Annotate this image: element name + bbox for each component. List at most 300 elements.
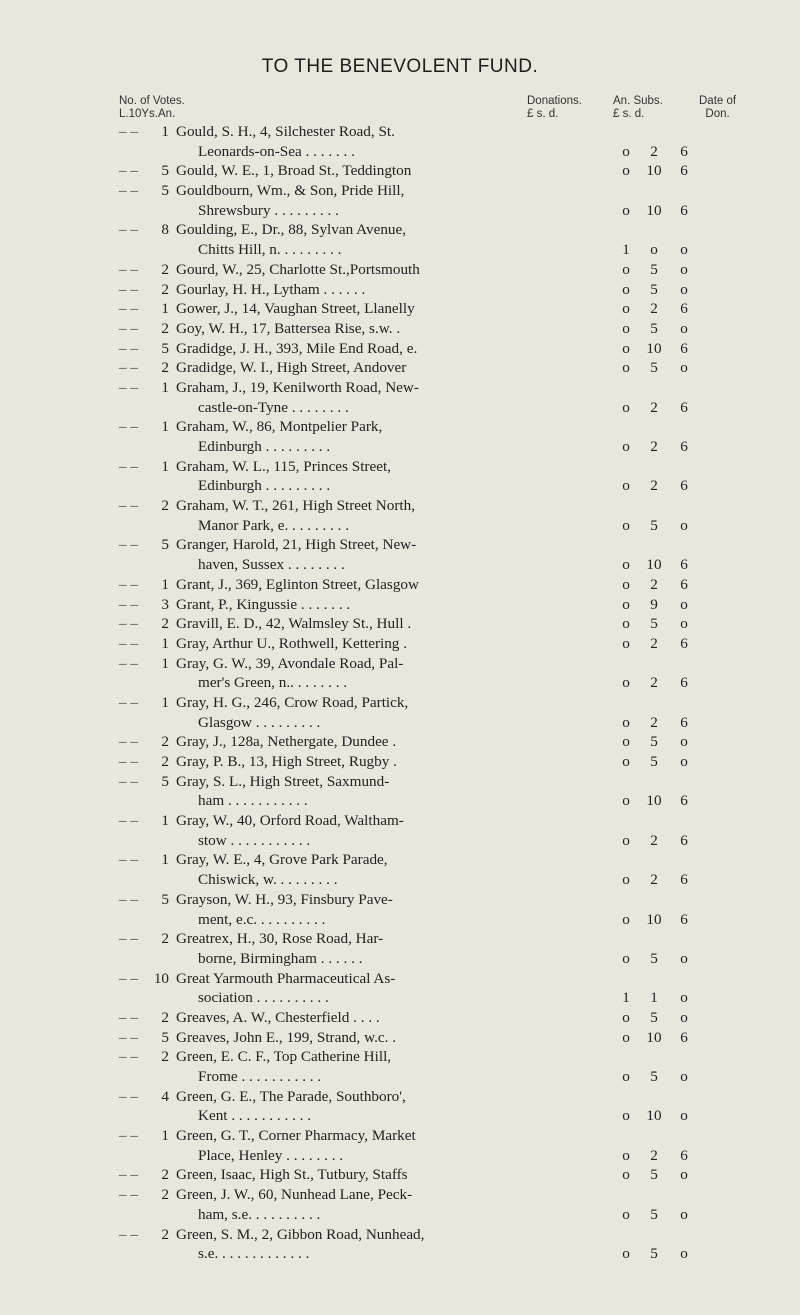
subscriber-name: Green, Isaac, High St., Tutbury, Staffs — [176, 1166, 408, 1184]
votes-count: 2 — [161, 1225, 169, 1243]
entry-line — [0, 437, 800, 457]
ditto-dashes: – – — [119, 890, 138, 908]
ditto-dashes: – – — [119, 260, 138, 278]
shillings-value: 2 — [650, 438, 658, 455]
votes-count: 10 — [153, 969, 169, 987]
list-item — [0, 1225, 800, 1264]
pence-value: 6 — [680, 339, 688, 357]
entry-line — [0, 831, 800, 851]
pounds-value: o — [622, 1146, 630, 1164]
pence-value: o — [680, 989, 688, 1007]
ditto-dashes: – – — [119, 1087, 138, 1105]
pounds-value: o — [622, 359, 630, 377]
entry-line — [0, 181, 800, 201]
pence-value: 6 — [680, 910, 688, 928]
pence-value: 6 — [680, 398, 688, 416]
entry-line — [0, 358, 800, 378]
pounds-value: o — [622, 910, 630, 928]
entry-line — [0, 988, 800, 1008]
list-item — [0, 280, 800, 300]
subscriber-name: Green, S. M., 2, Gibbon Road, Nunhead, — [176, 1225, 425, 1243]
ditto-dashes: – – — [119, 1127, 138, 1145]
list-item — [0, 299, 800, 319]
ditto-dashes: – – — [119, 182, 138, 200]
date-header-line1: Date of — [699, 95, 737, 107]
shillings-value: 5 — [650, 1245, 658, 1263]
pounds-value: o — [622, 1028, 630, 1046]
votes-count: 1 — [161, 418, 169, 436]
date-column-header — [699, 95, 736, 121]
shillings-value: 2 — [650, 831, 658, 849]
entry-line — [0, 220, 800, 240]
subscriber-address-continued: castle-on-Tyne . . . . . . . . — [198, 398, 349, 416]
votes-count: 2 — [161, 615, 169, 633]
votes-count: 8 — [161, 221, 169, 239]
ditto-dashes: – – — [119, 654, 138, 672]
pence-value: o — [680, 359, 688, 377]
subscriber-name: Greaves, A. W., Chesterfield . . . . — [176, 1008, 380, 1026]
pence-value: o — [680, 280, 688, 298]
subs-header-line2: £ s. d. — [613, 108, 645, 120]
ditto-dashes: – – — [119, 497, 138, 515]
pence-value: 6 — [680, 831, 688, 849]
ditto-dashes: – – — [119, 1048, 138, 1066]
list-item — [0, 1008, 800, 1028]
pence-value: o — [680, 516, 688, 534]
list-item — [0, 693, 800, 732]
votes-header-line1: No. of Votes. — [119, 95, 185, 107]
entry-line — [0, 713, 800, 733]
shillings-value: 10 — [646, 910, 662, 928]
subscriber-name: Green, E. C. F., Top Catherine Hill, — [176, 1048, 392, 1066]
pounds-value: o — [622, 753, 630, 770]
shillings-value: 2 — [650, 713, 658, 731]
ditto-dashes: – – — [119, 595, 138, 613]
list-item — [0, 161, 800, 181]
entry-line — [0, 969, 800, 989]
pence-value: 6 — [680, 634, 688, 652]
entry-line — [0, 1185, 800, 1205]
subscriber-name: Greatrex, H., 30, Rose Road, Har- — [176, 930, 384, 948]
subscriber-name: Gourlay, H. H., Lytham . . . . . . — [176, 280, 366, 298]
ditto-dashes: – – — [119, 772, 138, 790]
list-item — [0, 1126, 800, 1165]
entry-line — [0, 161, 800, 181]
shillings-value: 2 — [650, 142, 658, 160]
votes-count: 1 — [161, 851, 169, 869]
subscriber-name: Greaves, John E., 199, Strand, w.c. . — [176, 1028, 397, 1046]
ditto-dashes: – – — [119, 280, 138, 298]
list-item — [0, 339, 800, 359]
shillings-value: 5 — [650, 615, 658, 633]
pence-value: o — [680, 615, 688, 633]
entry-line — [0, 535, 800, 555]
pounds-value: o — [622, 477, 630, 495]
list-item — [0, 417, 800, 456]
shillings-value: 5 — [650, 1166, 658, 1184]
shillings-value: 5 — [650, 359, 658, 377]
pounds-value: o — [622, 1068, 630, 1085]
votes-count: 2 — [161, 497, 169, 515]
pounds-value: o — [622, 162, 630, 180]
entry-line — [0, 417, 800, 437]
pounds-value: o — [622, 615, 630, 633]
subscriber-address-continued: ment, e.c. . . . . . . . . . — [198, 910, 326, 928]
votes-count: 2 — [161, 280, 169, 298]
donations-header-line2: £ s. d. — [527, 108, 559, 120]
ditto-dashes: – – — [119, 162, 138, 180]
subscriber-name: Green, G. E., The Parade, Southboro', — [176, 1087, 406, 1105]
votes-count: 1 — [161, 654, 169, 672]
entry-line — [0, 1008, 800, 1028]
pence-value: o — [680, 1245, 688, 1263]
list-item — [0, 929, 800, 968]
votes-count: 1 — [161, 1127, 169, 1145]
entry-line — [0, 811, 800, 831]
shillings-value: 5 — [650, 753, 658, 770]
list-item — [0, 1165, 800, 1185]
list-item — [0, 850, 800, 889]
entry-line — [0, 1126, 800, 1146]
subscriber-name: Graham, J., 19, Kenilworth Road, New- — [176, 378, 419, 396]
votes-count: 5 — [161, 890, 169, 908]
shillings-value: 5 — [650, 516, 658, 534]
list-item — [0, 181, 800, 220]
shillings-value: o — [650, 241, 658, 259]
list-item — [0, 496, 800, 535]
subscriber-name: Granger, Harold, 21, High Street, New- — [176, 536, 417, 554]
shillings-value: 2 — [650, 398, 658, 416]
pence-value: o — [680, 1107, 688, 1125]
shillings-value: 5 — [650, 1008, 658, 1026]
list-item — [0, 575, 800, 595]
ditto-dashes: – – — [119, 123, 138, 140]
shillings-value: 10 — [646, 162, 662, 180]
entry-line — [0, 280, 800, 300]
shillings-value: 2 — [650, 871, 658, 889]
pounds-value: o — [622, 1205, 630, 1223]
list-item — [0, 654, 800, 693]
pence-value: 6 — [680, 674, 688, 692]
entry-line — [0, 1146, 800, 1166]
pence-value: 6 — [680, 556, 688, 574]
shillings-value: 5 — [650, 733, 658, 751]
votes-count: 5 — [161, 162, 169, 180]
entry-line — [0, 595, 800, 615]
list-item — [0, 969, 800, 1008]
list-item — [0, 457, 800, 496]
pence-value: o — [680, 949, 688, 967]
list-item — [0, 260, 800, 280]
entry-line — [0, 850, 800, 870]
pounds-value: o — [622, 339, 630, 357]
subscriber-list — [0, 122, 800, 1264]
pounds-value: o — [622, 792, 630, 810]
subscriber-name: Gradidge, J. H., 393, Mile End Road, e. — [176, 339, 418, 357]
shillings-value: 10 — [646, 1028, 662, 1046]
subscriber-name: Gray, G. W., 39, Avondale Road, Pal- — [176, 654, 404, 672]
subscriber-name: Graham, W. T., 261, High Street North, — [176, 497, 416, 515]
ditto-dashes: – – — [119, 693, 138, 711]
subscriber-name: Gravill, E. D., 42, Walmsley St., Hull . — [176, 615, 412, 633]
entry-line — [0, 398, 800, 418]
list-item — [0, 1047, 800, 1086]
votes-count: 5 — [161, 1028, 169, 1046]
entry-line — [0, 496, 800, 516]
subscriber-name: Gray, Arthur U., Rothwell, Kettering . — [176, 634, 407, 652]
subscriber-name: Goulding, E., Dr., 88, Sylvan Avenue, — [176, 221, 407, 239]
shillings-value: 10 — [646, 201, 662, 219]
subscriptions-column-header — [613, 95, 663, 121]
pounds-value: o — [622, 1107, 630, 1125]
pounds-value: o — [622, 260, 630, 278]
pounds-value: o — [622, 142, 630, 160]
entry-line — [0, 516, 800, 536]
entry-line — [0, 240, 800, 260]
subscriber-address-continued: mer's Green, n.. . . . . . . . — [198, 674, 348, 692]
entry-line — [0, 142, 800, 162]
votes-count: 2 — [161, 1186, 169, 1204]
pounds-value: o — [622, 713, 630, 731]
list-item — [0, 811, 800, 850]
subscriber-address-continued: ham, s.e. . . . . . . . . . — [198, 1205, 321, 1223]
votes-count: 2 — [161, 1048, 169, 1066]
entry-line — [0, 1106, 800, 1126]
ditto-dashes: – – — [119, 733, 138, 751]
entry-line — [0, 929, 800, 949]
votes-count: 2 — [161, 260, 169, 278]
list-item — [0, 220, 800, 259]
pounds-value: o — [622, 1166, 630, 1184]
pounds-value: o — [622, 595, 630, 613]
pounds-value: o — [622, 438, 630, 455]
ditto-dashes: – – — [119, 221, 138, 239]
ditto-dashes: – – — [119, 575, 138, 593]
ditto-dashes: – – — [119, 1225, 138, 1243]
ditto-dashes: – – — [119, 753, 138, 770]
votes-count: 1 — [161, 812, 169, 830]
subscriber-address-continued: stow . . . . . . . . . . . — [198, 831, 311, 849]
entry-line — [0, 752, 800, 772]
subscriber-address-continued: Edinburgh . . . . . . . . . — [198, 477, 331, 495]
ditto-dashes: – – — [119, 615, 138, 633]
subscriber-address-continued: Shrewsbury . . . . . . . . . — [198, 201, 339, 219]
ditto-dashes: – – — [119, 339, 138, 357]
entry-line — [0, 1047, 800, 1067]
votes-count: 2 — [161, 359, 169, 377]
list-item — [0, 634, 800, 654]
pounds-value: 1 — [622, 241, 630, 259]
shillings-value: 5 — [650, 1068, 658, 1085]
subscriber-name: Goy, W. H., 17, Battersea Rise, s.w. . — [176, 319, 401, 337]
entry-line — [0, 457, 800, 477]
pounds-value: o — [622, 1245, 630, 1263]
pounds-value: o — [622, 280, 630, 298]
votes-count: 1 — [161, 457, 169, 475]
list-item — [0, 1185, 800, 1224]
ditto-dashes: – – — [119, 536, 138, 554]
subscriber-name: Gray, S. L., High Street, Saxmund- — [176, 772, 390, 790]
pence-value: o — [680, 595, 688, 613]
pence-value: 6 — [680, 438, 688, 455]
ditto-dashes: – – — [119, 1166, 138, 1184]
ditto-dashes: – – — [119, 1186, 138, 1204]
subscriber-name: Gouldbourn, Wm., & Son, Pride Hill, — [176, 182, 405, 200]
list-item — [0, 535, 800, 574]
entry-line — [0, 122, 800, 142]
pounds-value: o — [622, 319, 630, 337]
ditto-dashes: – – — [119, 418, 138, 436]
entry-line — [0, 319, 800, 339]
pence-value: 6 — [680, 477, 688, 495]
list-item — [0, 614, 800, 634]
list-item — [0, 732, 800, 752]
shillings-value: 5 — [650, 260, 658, 278]
list-item — [0, 595, 800, 615]
pounds-value: o — [622, 516, 630, 534]
pounds-value: o — [622, 575, 630, 593]
subscriber-name: Gray, P. B., 13, High Street, Rugby . — [176, 753, 397, 770]
ditto-dashes: – – — [119, 634, 138, 652]
shillings-value: 10 — [646, 339, 662, 357]
ditto-dashes: – – — [119, 359, 138, 377]
subscriber-address-continued: haven, Sussex . . . . . . . . — [198, 556, 345, 574]
entry-line — [0, 1225, 800, 1245]
votes-count: 3 — [161, 595, 169, 613]
pence-value: 6 — [680, 142, 688, 160]
pence-value: 6 — [680, 162, 688, 180]
list-item — [0, 772, 800, 811]
pounds-value: 1 — [622, 989, 630, 1007]
entry-line — [0, 575, 800, 595]
entry-line — [0, 910, 800, 930]
votes-count: 2 — [161, 930, 169, 948]
pence-value: 6 — [680, 871, 688, 889]
pounds-value: o — [622, 831, 630, 849]
subscriber-name: Green, J. W., 60, Nunhead Lane, Peck- — [176, 1186, 413, 1204]
shillings-value: 5 — [650, 949, 658, 967]
shillings-value: 2 — [650, 634, 658, 652]
votes-column-header — [119, 95, 185, 121]
pence-value: o — [680, 1008, 688, 1026]
votes-count: 1 — [161, 378, 169, 396]
pence-value: o — [680, 241, 688, 259]
entry-line — [0, 693, 800, 713]
subscriber-name: Gray, J., 128a, Nethergate, Dundee . — [176, 733, 397, 751]
pence-value: 6 — [680, 1146, 688, 1164]
subscriber-address-continued: sociation . . . . . . . . . . — [198, 989, 329, 1007]
pounds-value: o — [622, 634, 630, 652]
subscriber-address-continued: Manor Park, e. . . . . . . . . — [198, 516, 350, 534]
votes-count: 5 — [161, 182, 169, 200]
entry-line — [0, 1244, 800, 1264]
ditto-dashes: – – — [119, 378, 138, 396]
pounds-value: o — [622, 871, 630, 889]
entry-line — [0, 555, 800, 575]
entry-line — [0, 1067, 800, 1087]
pence-value: 6 — [680, 792, 688, 810]
ditto-dashes: – – — [119, 930, 138, 948]
shillings-value: 2 — [650, 477, 658, 495]
donations-header-line1: Donations. — [527, 95, 582, 107]
entry-line — [0, 299, 800, 319]
subscriber-name: Graham, W. L., 115, Princes Street, — [176, 457, 391, 475]
votes-count: 2 — [161, 733, 169, 751]
votes-count: 2 — [161, 319, 169, 337]
pounds-value: o — [622, 556, 630, 574]
entry-line — [0, 378, 800, 398]
votes-count: 5 — [161, 772, 169, 790]
pence-value: o — [680, 1068, 688, 1085]
subscriber-name: Grant, J., 369, Eglinton Street, Glasgow — [176, 575, 419, 593]
pence-value: 6 — [680, 1028, 688, 1046]
subscriber-address-continued: Place, Henley . . . . . . . . — [198, 1146, 344, 1164]
list-item — [0, 122, 800, 161]
list-item — [0, 1028, 800, 1048]
pounds-value: o — [622, 300, 630, 318]
shillings-value: 10 — [646, 1107, 662, 1125]
pounds-value: o — [622, 1008, 630, 1026]
pence-value: o — [680, 260, 688, 278]
ditto-dashes: – – — [119, 851, 138, 869]
entry-line — [0, 201, 800, 221]
entry-line — [0, 1087, 800, 1107]
subscriber-address-continued: Chitts Hill, n. . . . . . . . . — [198, 241, 342, 259]
shillings-value: 10 — [646, 556, 662, 574]
subscriber-address-continued: Chiswick, w. . . . . . . . . — [198, 871, 338, 889]
votes-count: 1 — [161, 300, 169, 318]
ditto-dashes: – – — [119, 812, 138, 830]
shillings-value: 5 — [650, 1205, 658, 1223]
pence-value: 6 — [680, 201, 688, 219]
pounds-value: o — [622, 733, 630, 751]
entry-line — [0, 1205, 800, 1225]
votes-count: 1 — [161, 693, 169, 711]
entry-line — [0, 1028, 800, 1048]
votes-count: 1 — [161, 575, 169, 593]
list-item — [0, 319, 800, 339]
entry-line — [0, 732, 800, 752]
list-item — [0, 358, 800, 378]
subscriber-name: Gould, S. H., 4, Silchester Road, St. — [176, 123, 395, 140]
shillings-value: 9 — [650, 595, 658, 613]
list-item — [0, 890, 800, 929]
entry-line — [0, 949, 800, 969]
entry-line — [0, 339, 800, 359]
list-item — [0, 378, 800, 417]
pence-value: o — [680, 753, 688, 770]
ditto-dashes: – – — [119, 457, 138, 475]
votes-count: 5 — [161, 339, 169, 357]
subscriber-address-continued: Glasgow . . . . . . . . . — [198, 713, 321, 731]
entry-line — [0, 870, 800, 890]
entry-line — [0, 476, 800, 496]
entry-line — [0, 673, 800, 693]
votes-header-line2: L.10Ys.An. — [119, 108, 176, 120]
entry-line — [0, 614, 800, 634]
pounds-value: o — [622, 674, 630, 692]
subscriber-address-continued: Frome . . . . . . . . . . . — [198, 1068, 322, 1085]
votes-count: 2 — [161, 1008, 169, 1026]
subs-header-line1: An. Subs. — [613, 95, 663, 107]
ditto-dashes: – – — [119, 1008, 138, 1026]
pence-value: 6 — [680, 713, 688, 731]
subscriber-address-continued: ham . . . . . . . . . . . — [198, 792, 308, 810]
subscriber-name: Great Yarmouth Pharmaceutical As- — [176, 969, 396, 987]
ditto-dashes: – – — [119, 1028, 138, 1046]
shillings-value: 2 — [650, 300, 658, 318]
shillings-value: 2 — [650, 1146, 658, 1164]
